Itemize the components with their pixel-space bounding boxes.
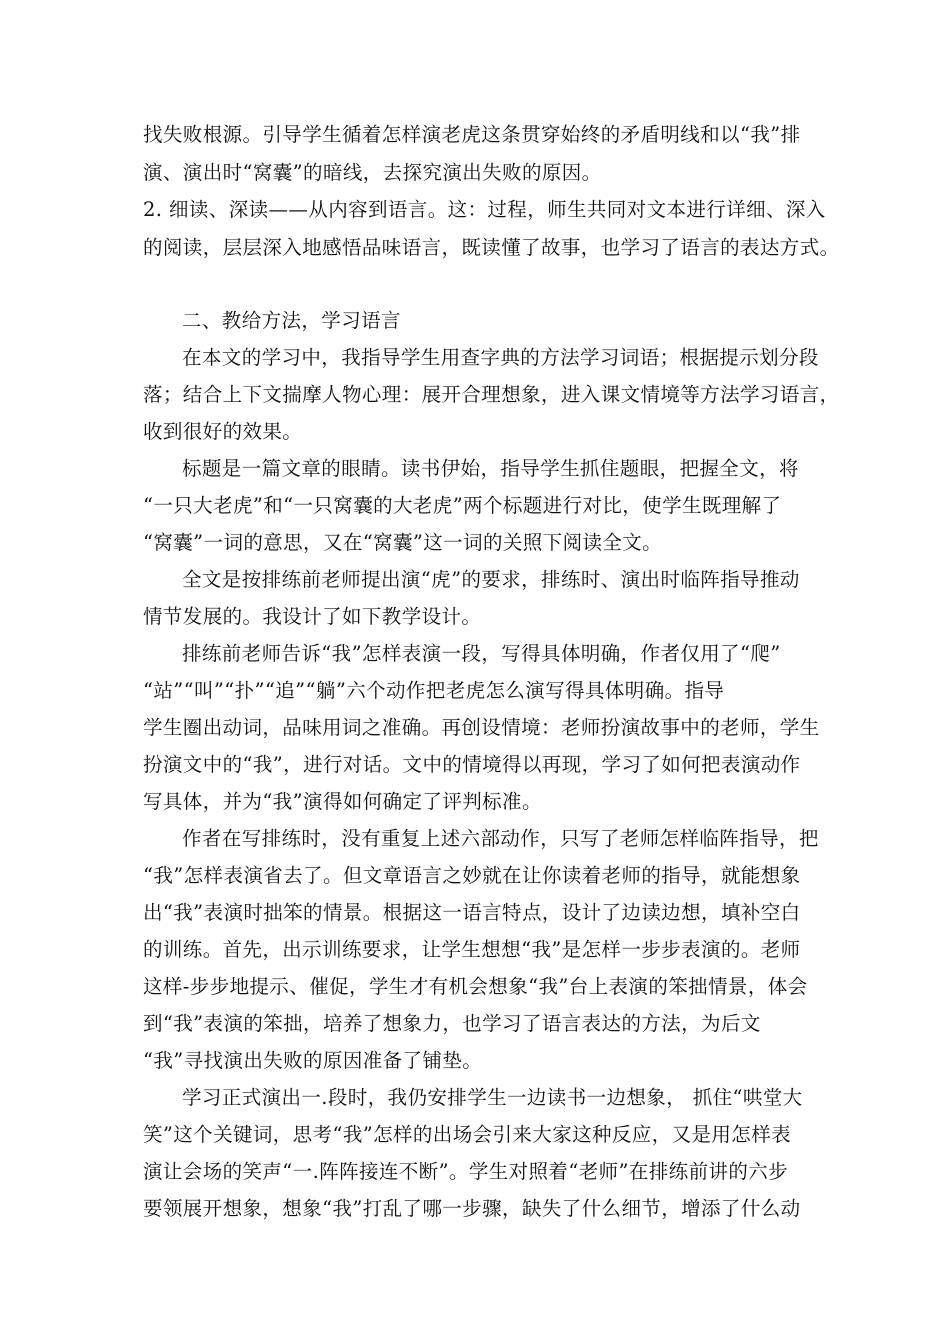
- section-heading: 二、教给方法，学习语言: [182, 309, 401, 332]
- text-line: 情节发展的。我设计了如下教学设计。: [143, 605, 482, 628]
- text-line: 收到很好的效果。: [143, 420, 303, 443]
- text-line: 笑”这个关键词，思考“我”怎样的出场会引来大家这种反应，又是用怎样表: [143, 1123, 792, 1146]
- text-line: 排练前老师告诉“我”怎样表演一段，写得具体明确，作者仅用了“爬”: [182, 642, 781, 665]
- text-line: 标题是一篇文章的眼睛。读书伊始，指导学生抓住题眼，把握全文，将: [182, 457, 799, 480]
- text-line: 落；结合上下文揣摩人物心理：展开合理想象，进入课文情境等方法学习语言，: [143, 383, 840, 406]
- text-line: “窝囊”一词的意思，又在“窝囊”这一词的关照下阅读全文。: [143, 531, 663, 554]
- text-line: 找失败根源。引导学生循着怎样演老虎这条贯穿始终的矛盾明线和以“我”排: [143, 123, 801, 146]
- text-line: 的训练。首先，出示训练要求，让学生想想“我”是怎样一步步表演的。老师: [143, 938, 801, 961]
- text-line: 写具体，并为“我”演得如何确定了评判标准。: [143, 790, 542, 813]
- text-line: 这样-步步地提示、催促，学生才有机会想象“我”台上表演的笨拙情景，体会: [143, 975, 808, 998]
- text-line: 学习正式演出一.段时，我仍安排学生一边读书一边想象， 抓住“哄堂大: [182, 1086, 803, 1109]
- text-line: 出“我”表演时拙笨的情景。根据这一语言特点，设计了边读边想，填补空白: [143, 901, 801, 924]
- text-line: 扮演文中的“我”，进行对话。文中的情境得以再现，学习了如何把表演动作: [143, 753, 801, 776]
- text-line: 全文是按排练前老师提出演“虎”的要求，排练时、演出时临阵指导推动: [182, 568, 800, 591]
- text-line: 学生圈出动词，品味用词之准确。再创设情境：老师扮演故事中的老师，学生: [143, 716, 820, 739]
- text-line: 演让会场的笑声“一.阵阵接连不断”。学生对照着“老师”在排练前讲的六步: [143, 1160, 789, 1183]
- text-line: 演、演出时“窝囊”的暗线，去探究演出失败的原因。: [143, 161, 602, 184]
- text-line: 要领展开想象，想象“我”打乱了哪一步骤，缺失了什么细节，增添了什么动: [143, 1197, 801, 1220]
- text-line: “站”“叫”“扑”“追”“躺”六个动作把老虎怎么演写得具体明确。指导: [143, 679, 725, 702]
- text-line: 2. 细读、深读——从内容到语言。这：过程，师生共同对文本进行详细、深入: [143, 198, 826, 221]
- text-line: “一只大老虎”和“一只窝囊的大老虎”两个标题进行对比，使学生既理解了: [143, 494, 782, 517]
- text-line: 作者在写排练时，没有重复上述六部动作，只写了老师怎样临阵指导，把: [182, 827, 819, 850]
- text-line: 的阅读，层层深入地感悟品味语言，既读懂了故事，也学习了语言的表达方式。: [143, 236, 840, 259]
- text-line: 在本文的学习中，我指导学生用查字典的方法学习词语；根据提示划分段: [182, 346, 819, 369]
- text-line: 到“我”表演的笨拙，培养了想象力，也学习了语言表达的方法，为后文: [143, 1012, 761, 1035]
- text-line: “我”怎样表演省去了。但文章语言之妙就在让你读着老师的指导，就能想象: [143, 864, 801, 887]
- text-line: “我”寻找演出失败的原因准备了铺垫。: [143, 1049, 483, 1072]
